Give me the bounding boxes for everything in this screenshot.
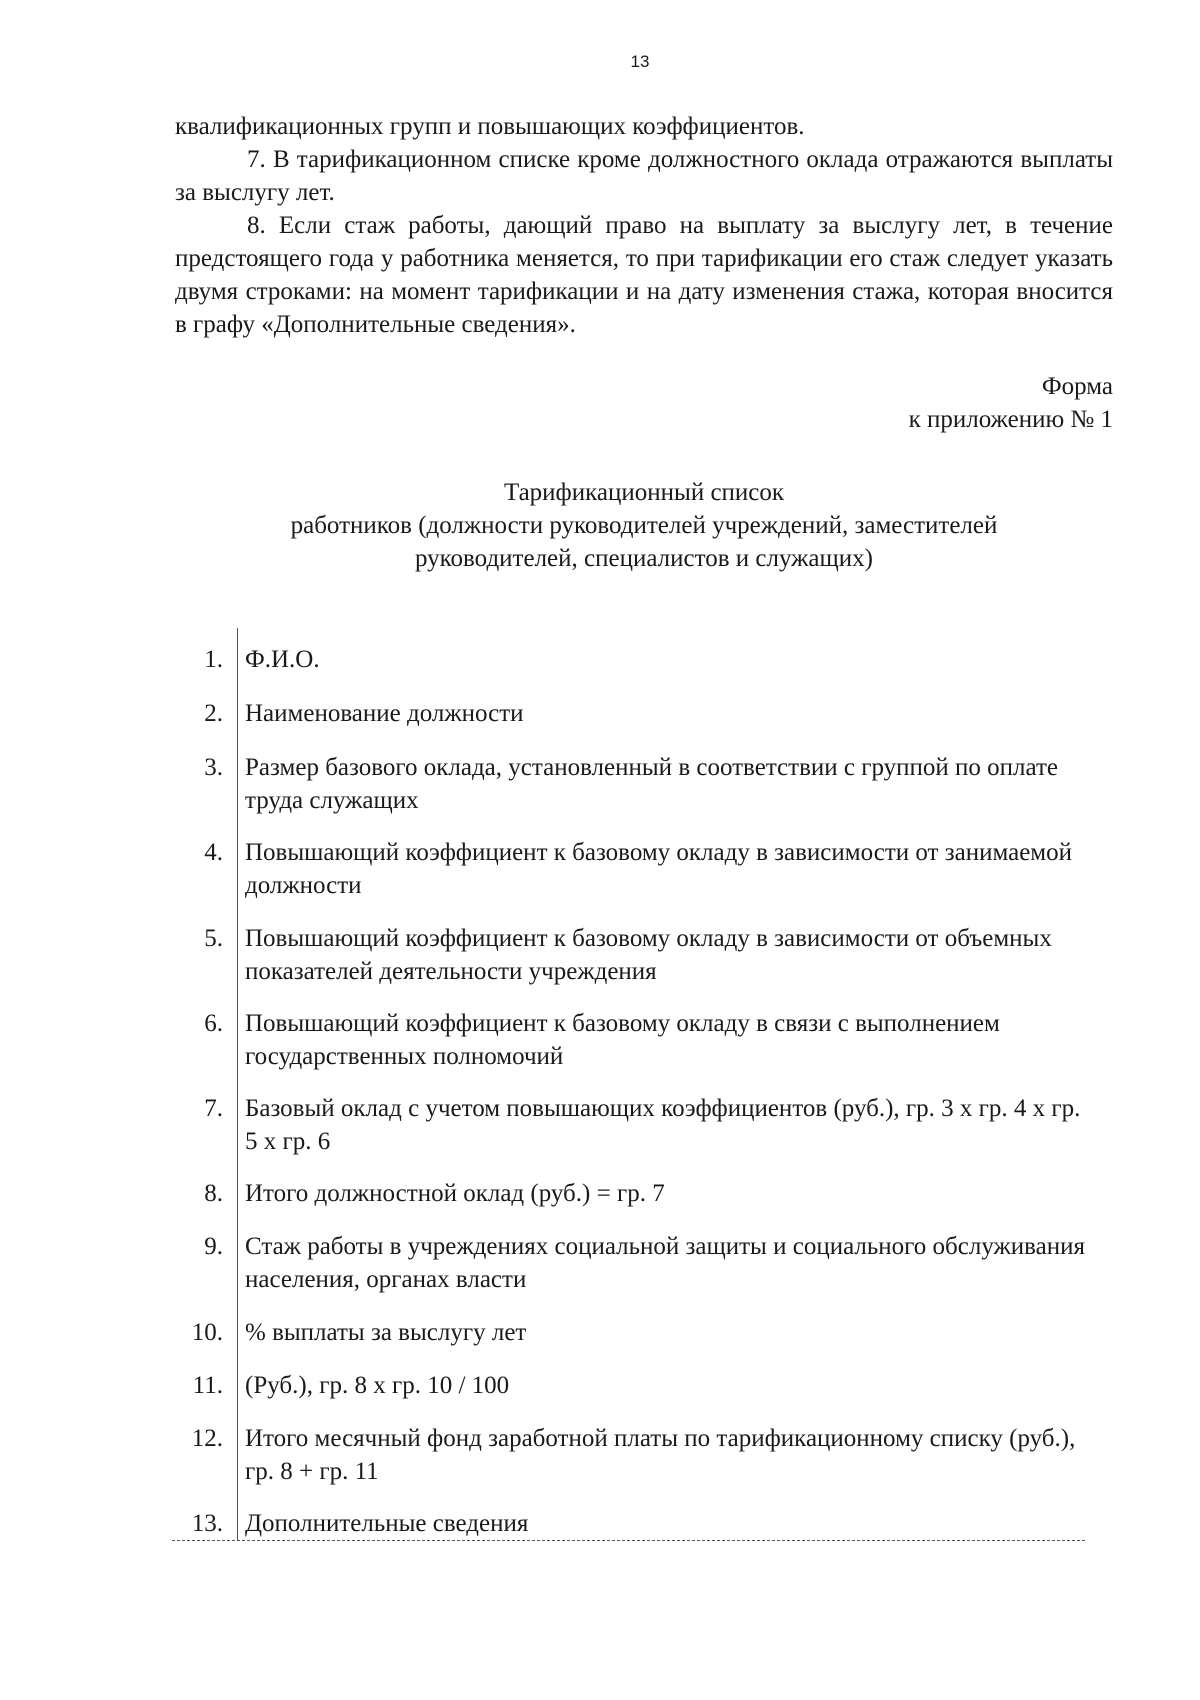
bottom-rule [172, 1540, 1085, 1541]
item-number: 2. [204, 700, 223, 727]
item-text: % выплаты за выслугу лет [245, 1319, 527, 1346]
item-text: Размер базового оклада, установленный в соответствии с группой по оплате труда служащих [245, 754, 1058, 814]
item-number: 9. [204, 1233, 223, 1260]
body-text [175, 110, 1113, 341]
paragraph-continuation: квалификационных групп и повышающих коэффициентов. [175, 113, 805, 140]
item-number: 3. [204, 754, 223, 781]
title-line3: руководителей, специалистов и служащих) [415, 545, 873, 572]
title-line1: Тарификационный список [503, 479, 785, 506]
item-number: 7. [204, 1095, 223, 1122]
item-text: Повышающий коэффициент к базовому окладу в зависимости от занимаемой должности [245, 839, 1072, 899]
item-text: Дополнительные сведения [245, 1510, 529, 1537]
item-number: 6. [204, 1010, 223, 1037]
paragraph-8: 8. Если стаж работы, дающий право на выплату за выслугу лет, в течение предстоящего года у работника меняется, то при тарификации его стаж следует указать двумя строками: на момент тарификации и на дату изменения стажа, которая вносится в графу «Дополнительные сведения». [175, 212, 1113, 338]
item-text: (Руб.), гр. 8 х гр. 10 / 100 [245, 1372, 510, 1399]
item-number: 12. [191, 1425, 223, 1452]
form-annex-label [909, 370, 1113, 436]
item-number: 13. [191, 1510, 223, 1537]
page-number: 13 [630, 52, 650, 71]
title-line2: работников (должности руководителей учреждений, заместителей [290, 512, 998, 539]
form-label-line2: к приложению № 1 [908, 406, 1113, 433]
paragraph-7: 7. В тарификационном списке кроме должностного оклада отражаются выплаты за выслугу лет. [175, 146, 1113, 206]
item-number: 5. [204, 925, 223, 952]
item-text: Стаж работы в учреждениях социальной защиты и социального обслуживания населения, органах власти [245, 1233, 1085, 1293]
item-text: Ф.И.О. [245, 646, 320, 673]
item-text: Повышающий коэффициент к базовому окладу в зависимости от объемных показателей деятельности учреждения [245, 925, 1052, 985]
item-number: 10. [191, 1319, 223, 1346]
item-number: 8. [204, 1180, 223, 1207]
item-text: Итого месячный фонд заработной платы по тарификационному списку (руб.), гр. 8 + гр. 11 [245, 1425, 1076, 1485]
item-number: 11. [192, 1372, 223, 1399]
item-text: Повышающий коэффициент к базовому окладу в связи с выполнением государственных полномочий [245, 1010, 1000, 1070]
item-text: Итого должностной оклад (руб.) = гр. 7 [245, 1180, 665, 1207]
column-divider [237, 628, 238, 1540]
document-title [175, 476, 1113, 575]
item-number: 1. [204, 646, 223, 673]
item-text: Базовый оклад с учетом повышающих коэффициентов (руб.), гр. 3 х гр. 4 х гр. 5 х гр. 6 [245, 1095, 1081, 1155]
item-text: Наименование должности [245, 700, 524, 727]
item-number: 4. [204, 839, 223, 866]
form-label-line1: Форма [1041, 373, 1113, 400]
